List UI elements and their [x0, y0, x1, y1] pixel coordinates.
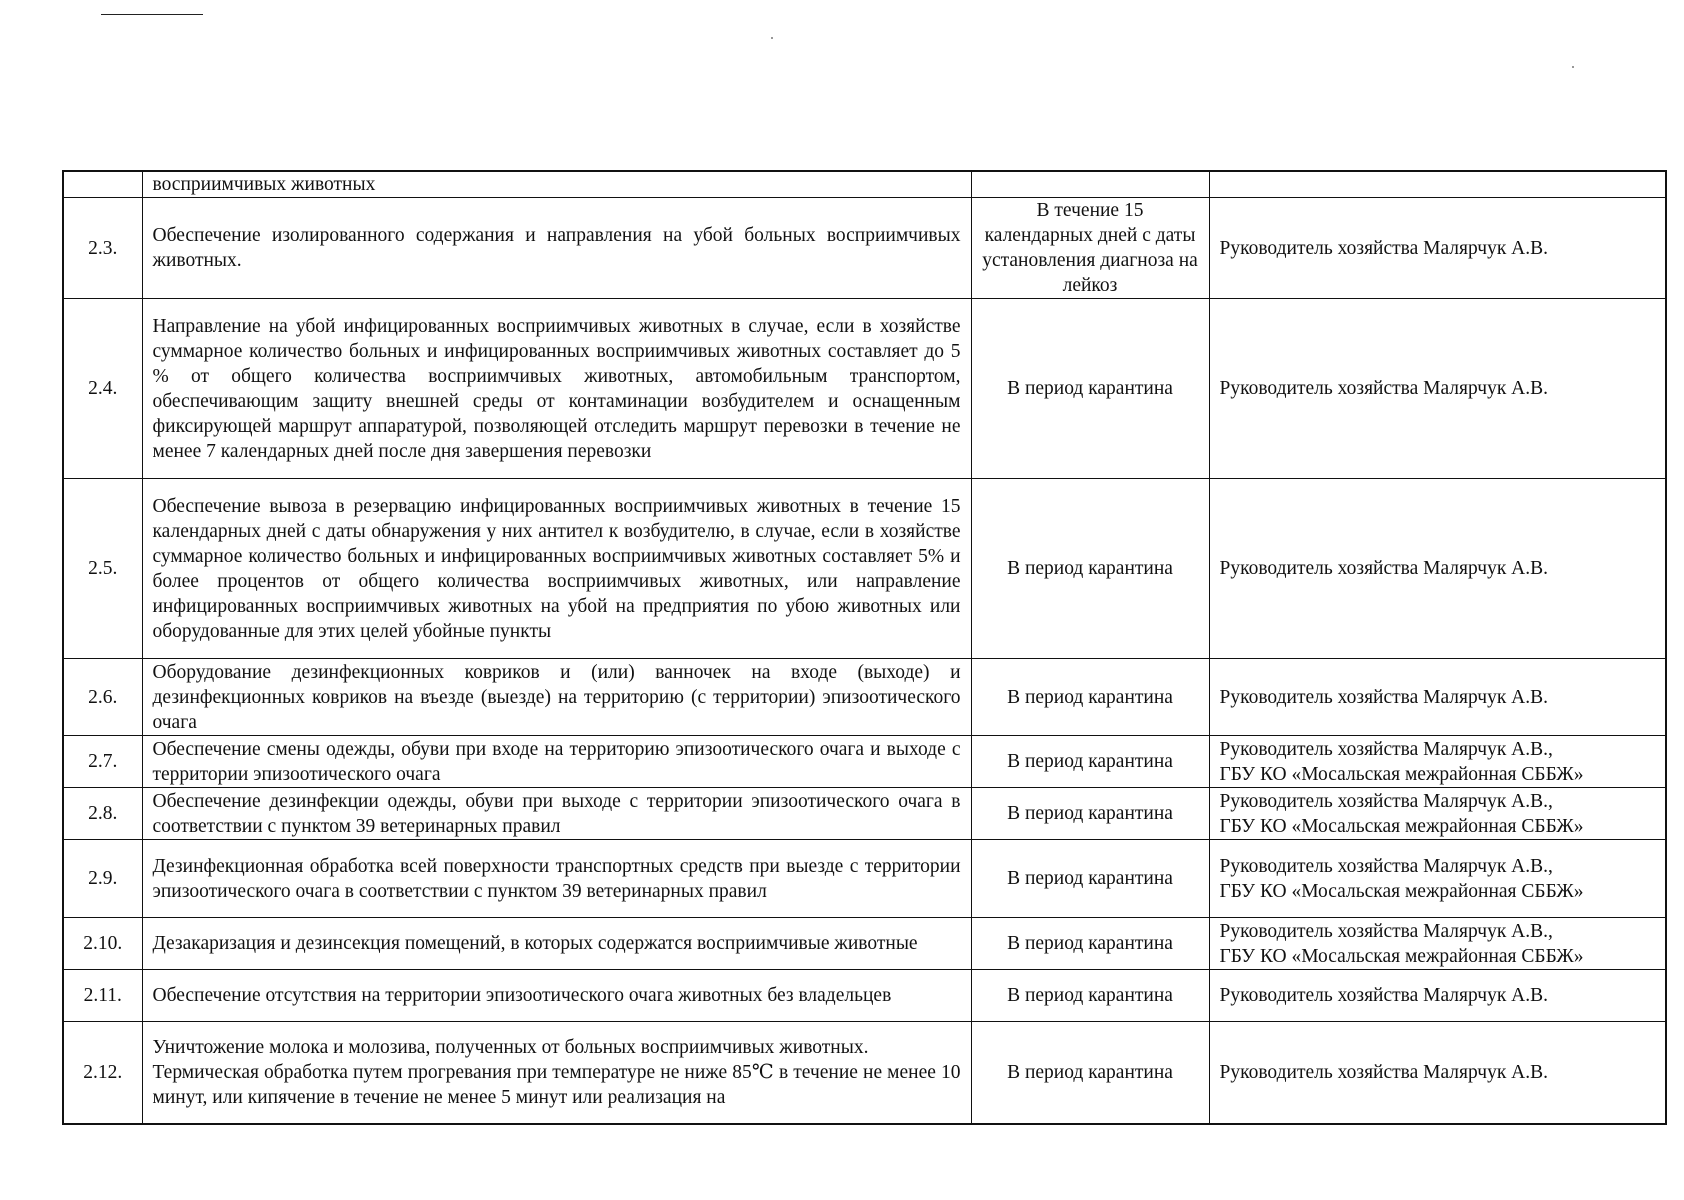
row-number: 2.10. [63, 918, 142, 970]
term-text: В период карантина [971, 299, 1209, 479]
responsible-line: ГБУ КО «Мосальская межрайонная СББЖ» [1219, 945, 1584, 967]
scan-speck [1572, 66, 1574, 68]
scan-speck [771, 37, 773, 39]
responsible-line: Руководитель хозяйства Малярчук А.В., [1219, 790, 1553, 812]
top-rule [101, 14, 203, 15]
term-text: В период карантина [971, 659, 1209, 736]
row-number: 2.5. [63, 479, 142, 659]
measure-paragraph: Термическая обработка путем прогревания при температуре не ниже 85℃ в течение не менее 10 минут, или кипячение в течение не менее 5 минут или реализация на [152, 1061, 961, 1108]
row-number: 2.7. [63, 736, 142, 788]
responsible-line: Руководитель хозяйства Малярчук А.В. [1219, 686, 1549, 708]
measure-text: Обеспечение отсутствия на территории эпизоотического очага животных без владельцев [142, 970, 971, 1022]
measure-paragraph: Уничтожение молока и молозива, полученных от больных восприимчивых животных. [152, 1036, 869, 1058]
table-row [63, 171, 1666, 198]
table-row [63, 840, 1666, 918]
table-row [63, 736, 1666, 788]
row-number: 2.12. [63, 1022, 142, 1124]
responsible-text [1209, 1022, 1666, 1124]
responsible-text [1209, 479, 1666, 659]
responsible-line: ГБУ КО «Мосальская межрайонная СББЖ» [1219, 880, 1584, 902]
responsible-line: ГБУ КО «Мосальская межрайонная СББЖ» [1219, 763, 1584, 785]
term-text: В период карантина [971, 840, 1209, 918]
term-text: В течение 15 календарных дней с даты установления диагноза на лейкоз [971, 198, 1209, 299]
term-text: В период карантина [971, 1022, 1209, 1124]
term-text: В период карантина [971, 479, 1209, 659]
table-row [63, 479, 1666, 659]
term-text: В период карантина [971, 918, 1209, 970]
term-text: В период карантина [971, 970, 1209, 1022]
table-row [63, 198, 1666, 299]
measure-text: Обеспечение изолированного содержания и направления на убой больных восприимчивых животных. [142, 198, 971, 299]
table-row [63, 970, 1666, 1022]
term-text: В период карантина [971, 788, 1209, 840]
table-row [63, 1022, 1666, 1124]
responsible-text [1209, 788, 1666, 840]
responsible-line: Руководитель хозяйства Малярчук А.В. [1219, 985, 1549, 1006]
responsible-line: Руководитель хозяйства Малярчук А.В., [1219, 855, 1553, 877]
row-number: 2.8. [63, 788, 142, 840]
measure-text: Обеспечение смены одежды, обуви при входе на территорию эпизоотического очага и выходе с территории эпизоотического очага [142, 736, 971, 788]
row-number: 2.11. [63, 970, 142, 1022]
table-row [63, 659, 1666, 736]
table-row [63, 788, 1666, 840]
responsible-line: Руководитель хозяйства Малярчук А.В., [1219, 920, 1553, 942]
row-number: 2.3. [63, 198, 142, 299]
measure-text: Дезинфекционная обработка всей поверхности транспортных средств при выезде с территории эпизоотического очага в соответствии с пунктом 39 ветеринарных правил [142, 840, 971, 918]
row-number: 2.6. [63, 659, 142, 736]
measure-text: Обеспечение дезинфекции одежды, обуви при выходе с территории эпизоотического очага в соответствии с пунктом 39 ветеринарных правил [142, 788, 971, 840]
measure-text: Оборудование дезинфекционных ковриков и (или) ванночек на входе (выходе) и дезинфекционных ковриков на въезде (выезде) на территорию (с территории) эпизоотического очага [142, 659, 971, 736]
responsible-line: ГБУ КО «Мосальская межрайонная СББЖ» [1219, 815, 1584, 837]
measure-text: Обеспечение вывоза в резервацию инфицированных восприимчивых животных в течение 15 календарных дней с даты обнаружения у них антител к возбудителю, в случае, если в хозяйстве суммарное количество больных и инфицированных восприимчивых животных составляет 5% и более процентов от общего количества восприимчивых животных, или направление инфицированных восприимчивых животных на убой на предприятия по убою животных или оборудованные для этих целей убойные пункты [142, 479, 971, 659]
row-number: 2.9. [63, 840, 142, 918]
responsible-text [1209, 840, 1666, 918]
row-number: 2.4. [63, 299, 142, 479]
measure-text: Направление на убой инфицированных восприимчивых животных в случае, если в хозяйстве суммарное количество больных и инфицированных восприимчивых животных составляет до 5 % от общего количества восприимчивых животных, автомобильным транспортом, обеспечивающим защиту внешней среды от контаминации возбудителем и оснащенным фиксирующей маршрут аппаратурой, позволяющей отследить маршрут перевозки в течение не менее 7 календарных дней после дня завершения перевозки [142, 299, 971, 479]
responsible-line: Руководитель хозяйства Малярчук А.В. [1219, 378, 1549, 399]
table-row [63, 918, 1666, 970]
row-number [63, 171, 142, 198]
responsible-text [1209, 198, 1666, 299]
responsible-line: Руководитель хозяйства Малярчук А.В. [1219, 1061, 1549, 1083]
measure-text [142, 1022, 971, 1124]
term-text [971, 171, 1209, 198]
responsible-line: Руководитель хозяйства Малярчук А.В., [1219, 738, 1553, 760]
term-text: В период карантина [971, 736, 1209, 788]
responsible-line: Руководитель хозяйства Малярчук А.В. [1219, 558, 1549, 579]
responsible-text [1209, 659, 1666, 736]
responsible-line: Руководитель хозяйства Малярчук А.В. [1219, 237, 1549, 259]
responsible-text [1209, 970, 1666, 1022]
responsible-text [1209, 299, 1666, 479]
responsible-text [1209, 171, 1666, 198]
measure-text: восприимчивых животных [142, 171, 971, 198]
measures-table [62, 170, 1667, 1125]
table-row [63, 299, 1666, 479]
responsible-text [1209, 918, 1666, 970]
measure-text: Дезакаризация и дезинсекция помещений, в которых содержатся восприимчивые животные [142, 918, 971, 970]
responsible-text [1209, 736, 1666, 788]
